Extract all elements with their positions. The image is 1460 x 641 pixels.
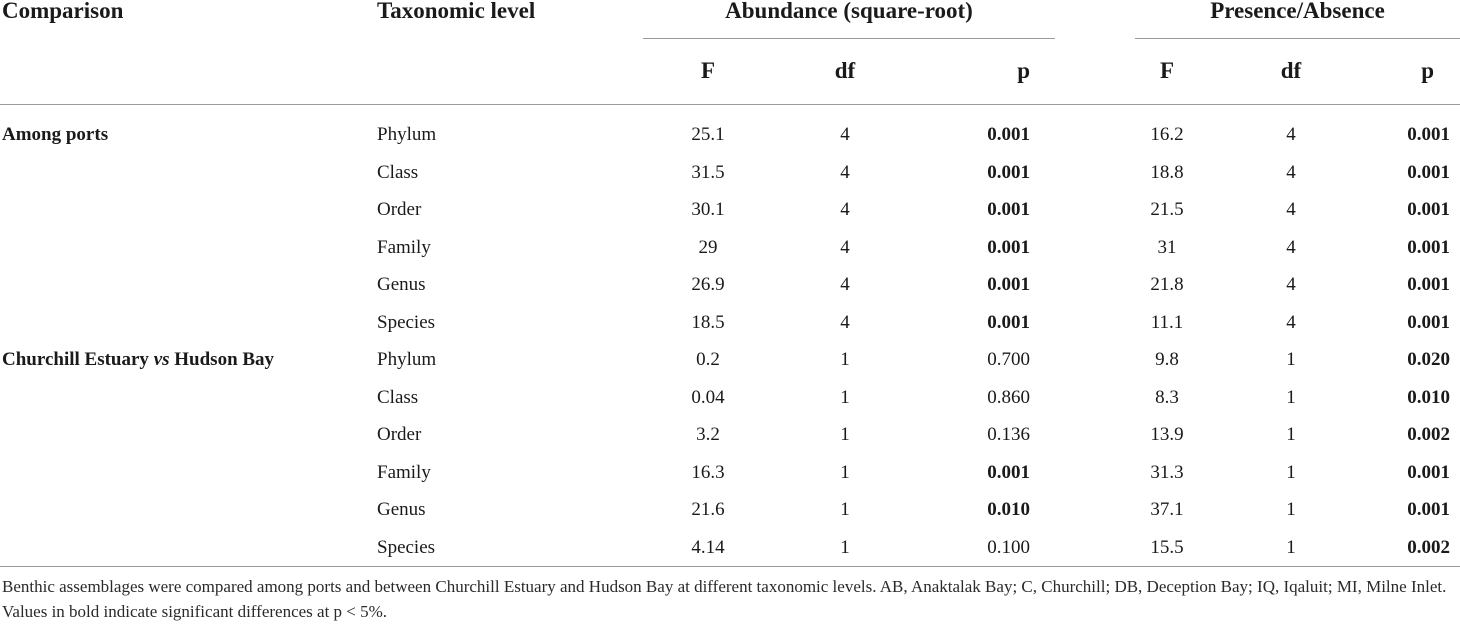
abundance-df-cell: 1 [840, 386, 850, 408]
abundance-p-cell: 0.001 [987, 161, 1030, 183]
group-label-part: Churchill Estuary [2, 349, 154, 370]
abundance-f-cell: 30.1 [691, 199, 725, 220]
header-abundance-p: p [1017, 58, 1030, 83]
presence-df-cell: 1 [1286, 536, 1296, 558]
abundance-p-cell: 0.700 [987, 349, 1030, 370]
presence-f-cell: 16.2 [1150, 124, 1184, 145]
presence-f-cell: 13.9 [1150, 424, 1184, 445]
taxonomic-level-cell: Family [377, 461, 431, 483]
abundance-f-cell: 4.14 [691, 536, 725, 558]
abundance-f-cell: 21.6 [691, 499, 725, 520]
abundance-df-cell: 1 [840, 536, 850, 558]
group-label-part: Among ports [2, 124, 109, 145]
presence-p-cell: 0.001 [1407, 161, 1450, 183]
presence-f-cell: 9.8 [1155, 349, 1179, 370]
presence-df-cell: 1 [1286, 461, 1296, 483]
header-taxonomic-level: Taxonomic level [377, 0, 536, 23]
abundance-f-cell: 18.5 [691, 311, 725, 333]
abundance-p-cell: 0.001 [987, 124, 1030, 145]
presence-f-cell: 18.8 [1150, 161, 1184, 183]
abundance-p-cell: 0.010 [987, 499, 1030, 520]
abundance-f-cell: 0.04 [691, 386, 725, 408]
abundance-p-cell: 0.001 [987, 274, 1030, 295]
header-bottom-rule [0, 104, 1460, 105]
taxonomic-level-cell: Family [377, 236, 431, 258]
presence-df-cell: 4 [1286, 274, 1296, 295]
header-presence-absence: Presence/Absence [1210, 0, 1385, 23]
abundance-p-cell: 0.860 [987, 386, 1030, 408]
presence-p-cell: 0.001 [1407, 311, 1450, 333]
header-presence-f: F [1159, 58, 1175, 83]
presence-f-cell: 31.3 [1150, 461, 1184, 483]
header-comparison: Comparison [2, 0, 124, 23]
taxonomic-level-cell: Class [377, 386, 419, 408]
abundance-df-cell: 4 [840, 124, 850, 145]
table-bottom-rule [0, 566, 1460, 567]
presence-p-cell: 0.002 [1407, 424, 1450, 445]
taxonomic-level-cell: Order [377, 199, 422, 220]
presence-p-cell: 0.010 [1407, 386, 1450, 408]
table-footnote: Benthic assemblages were compared among ports and between Churchill Estuary and Hudson Bay at different taxonomic levels. AB, Anaktalak Bay; C, Churchill; DB, Deception Bay; IQ, Iqaluit; MI, Milne Inlet. Values in bold indicate significant differences at p < 5%. [2, 577, 1447, 621]
abundance-p-cell: 0.001 [987, 236, 1030, 258]
header-abundance-df: df [834, 58, 856, 83]
presence-p-cell: 0.001 [1407, 461, 1450, 483]
abundance-df-cell: 1 [840, 424, 850, 445]
taxonomic-level-cell: Genus [377, 274, 426, 295]
abundance-p-cell: 0.001 [987, 311, 1030, 333]
header-abundance-f: F [700, 58, 716, 83]
abundance-df-cell: 4 [840, 236, 850, 258]
abundance-f-cell: 25.1 [691, 124, 725, 145]
presence-p-cell: 0.001 [1407, 499, 1450, 520]
presence-p-cell: 0.001 [1407, 199, 1450, 220]
presence-df-cell: 1 [1286, 349, 1296, 370]
abundance-p-cell: 0.001 [987, 461, 1030, 483]
presence-f-cell: 21.5 [1150, 199, 1184, 220]
abundance-f-cell: 16.3 [691, 461, 725, 483]
abundance-df-cell: 1 [840, 349, 850, 370]
group-label-part: vs [153, 349, 170, 370]
presence-p-cell: 0.001 [1407, 124, 1450, 145]
presence-f-cell: 15.5 [1150, 536, 1184, 558]
taxonomic-level-cell: Species [377, 536, 436, 558]
abundance-f-cell: 26.9 [691, 274, 725, 295]
presence-underline [1135, 38, 1460, 39]
abundance-p-cell: 0.001 [987, 199, 1030, 220]
presence-df-cell: 4 [1286, 161, 1296, 183]
presence-p-cell: 0.001 [1407, 236, 1450, 258]
presence-df-cell: 1 [1286, 386, 1296, 408]
abundance-p-cell: 0.100 [987, 536, 1030, 558]
presence-f-cell: 21.8 [1150, 274, 1184, 295]
group-label-part: Hudson Bay [169, 349, 275, 370]
abundance-df-cell: 4 [840, 199, 850, 220]
abundance-f-cell: 3.2 [696, 424, 720, 445]
taxonomic-level-cell: Phylum [377, 124, 437, 145]
abundance-underline [643, 38, 1055, 39]
abundance-f-cell: 0.2 [696, 349, 720, 370]
presence-df-cell: 1 [1286, 424, 1296, 445]
presence-f-cell: 11.1 [1150, 311, 1184, 333]
presence-df-cell: 4 [1286, 311, 1296, 333]
header-presence-df: df [1280, 58, 1302, 83]
taxonomic-level-cell: Order [377, 424, 422, 445]
abundance-f-cell: 31.5 [691, 161, 725, 183]
presence-f-cell: 8.3 [1155, 386, 1179, 408]
taxonomic-level-cell: Genus [377, 499, 426, 520]
presence-f-cell: 31 [1157, 236, 1177, 258]
presence-df-cell: 4 [1286, 124, 1296, 145]
abundance-f-cell: 29 [698, 236, 718, 258]
presence-df-cell: 4 [1286, 199, 1296, 220]
taxonomic-level-cell: Species [377, 311, 436, 333]
presence-p-cell: 0.001 [1407, 274, 1450, 295]
header-abundance: Abundance (square-root) [725, 0, 973, 23]
abundance-df-cell: 4 [840, 311, 850, 333]
presence-df-cell: 1 [1286, 499, 1296, 520]
abundance-df-cell: 4 [840, 161, 850, 183]
presence-f-cell: 37.1 [1150, 499, 1184, 520]
taxonomic-level-cell: Class [377, 161, 419, 183]
header-presence-p: p [1421, 58, 1434, 83]
taxonomic-level-cell: Phylum [377, 349, 437, 370]
abundance-p-cell: 0.136 [987, 424, 1030, 445]
abundance-df-cell: 1 [840, 461, 850, 483]
presence-p-cell: 0.020 [1407, 349, 1450, 370]
presence-p-cell: 0.002 [1407, 536, 1450, 558]
abundance-df-cell: 4 [840, 274, 850, 295]
group-label [2, 349, 274, 371]
group-label [2, 124, 108, 146]
presence-df-cell: 4 [1286, 236, 1296, 258]
abundance-df-cell: 1 [840, 499, 850, 520]
